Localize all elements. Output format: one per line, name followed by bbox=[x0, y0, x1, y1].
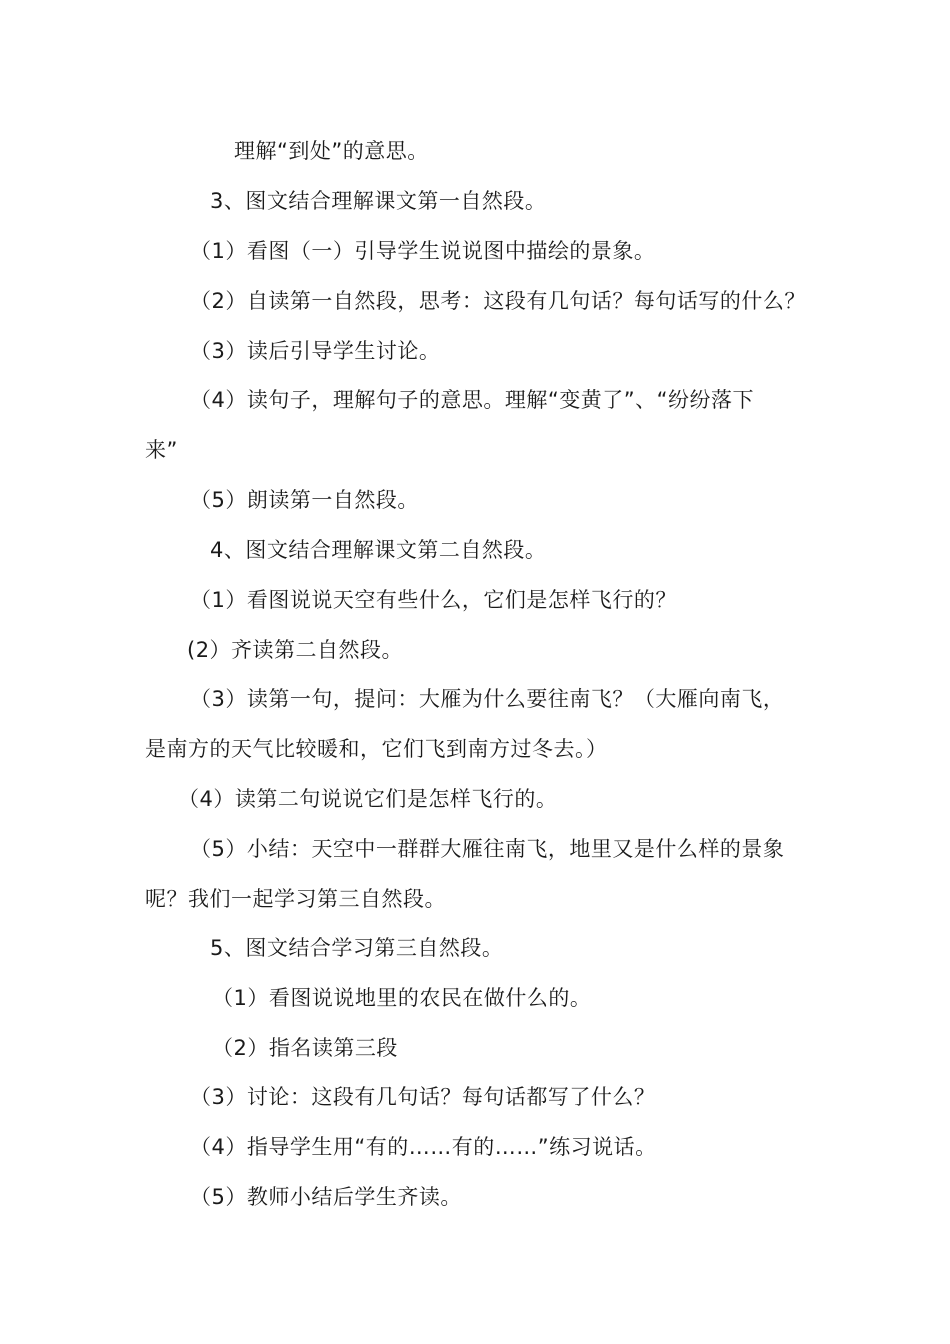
text-line-4: （2）自读第一自然段，思考：这段有几句话？每句话写的什么？ bbox=[190, 289, 806, 313]
text-line-19: （2）指名读第三段 bbox=[212, 1036, 398, 1060]
text-line-3: （1）看图（一）引导学生说说图中描绘的景象。 bbox=[190, 239, 656, 263]
text-line-11: (2）齐读第二自然段。 bbox=[187, 638, 404, 662]
text-line-18: （1）看图说说地里的农民在做什么的。 bbox=[212, 986, 592, 1010]
text-line-13: 是南方的天气比较暖和，它们飞到南方过冬去。） bbox=[145, 737, 608, 761]
text-line-17: 5、图文结合学习第三自然段。 bbox=[210, 936, 504, 960]
text-line-14: （4）读第二句说说它们是怎样飞行的。 bbox=[178, 787, 558, 811]
text-line-1: 理解“到处”的意思。 bbox=[234, 139, 429, 163]
text-line-5: （3）读后引导学生讨论。 bbox=[190, 339, 441, 363]
text-line-6: （4）读句子，理解句子的意思。理解“变黄了”、“纷纷落下 bbox=[190, 388, 754, 412]
text-line-8: （5）朗读第一自然段。 bbox=[190, 488, 419, 512]
text-line-16: 呢？我们一起学习第三自然段。 bbox=[145, 887, 446, 911]
text-line-22: （5）教师小结后学生齐读。 bbox=[190, 1185, 462, 1209]
text-line-2: 3、图文结合理解课文第一自然段。 bbox=[210, 189, 547, 213]
text-line-15: （5）小结：天空中一群群大雁往南飞，地里又是什么样的景象 bbox=[190, 837, 785, 861]
text-line-7: 来” bbox=[145, 438, 178, 462]
text-line-10: （1）看图说说天空有些什么，它们是怎样飞行的？ bbox=[190, 588, 677, 612]
text-line-21: （4）指导学生用“有的……有的……”练习说话。 bbox=[190, 1135, 657, 1159]
text-line-9: 4、图文结合理解课文第二自然段。 bbox=[210, 538, 547, 562]
text-line-12: （3）读第一句，提问：大雁为什么要往南飞？（大雁向南飞， bbox=[190, 687, 785, 711]
text-line-20: （3）讨论：这段有几句话？每句话都写了什么？ bbox=[190, 1085, 656, 1109]
